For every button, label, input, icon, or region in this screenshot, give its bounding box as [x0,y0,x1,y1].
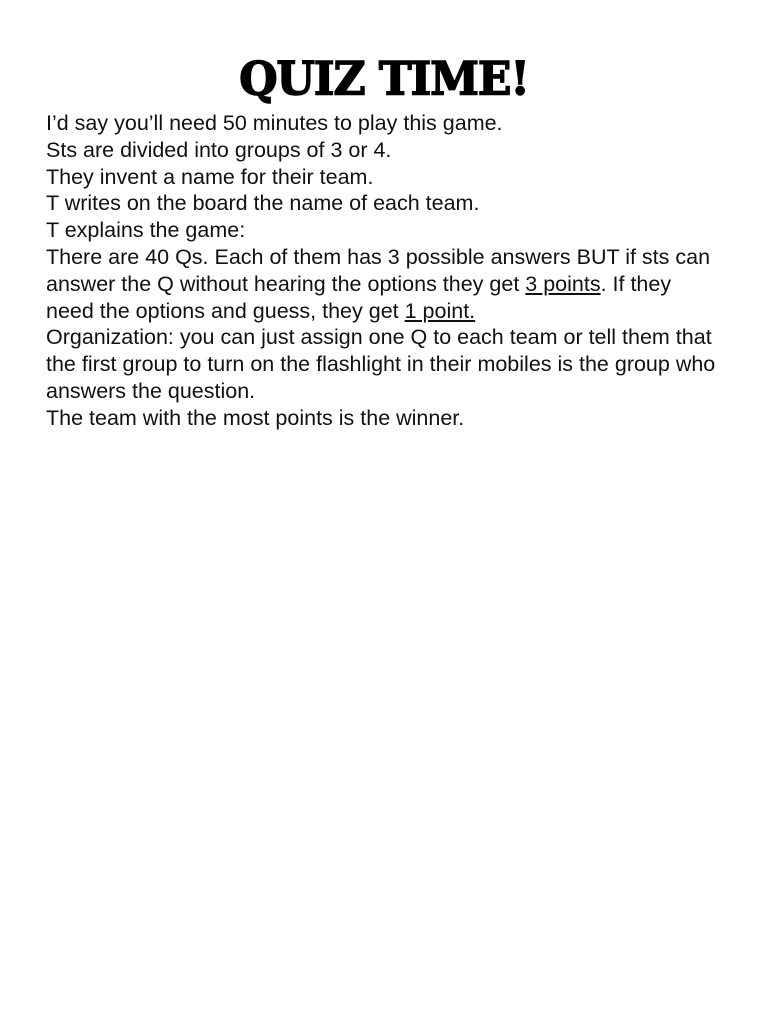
groups-line: Sts are divided into groups of 3 or 4. [46,137,392,162]
explain-line: T explains the game: [46,218,246,243]
instructions-body [46,110,716,432]
rules-paragraph [46,244,716,324]
winner-line: The team with the most points is the winner. [46,405,465,430]
team-name-line: They invent a name for their team. [46,164,374,189]
organization-paragraph: Organization: you can just assign one Q to each team or tell them that the first group to turn on the flashlight in their mobiles is the group who answers the question. [46,325,716,403]
rules-text-part2: . If they need the options and guess, they get [46,271,672,323]
one-point-text: 1 point. [404,298,476,323]
three-points-text: 3 points [525,271,601,296]
rules-text-part1: There are 40 Qs. Each of them has 3 possible answers BUT if sts can answer the Q without hearing the options they get [46,244,711,296]
board-line: T writes on the board the name of each team. [46,191,480,216]
page-title: QUIZ TIME! [239,52,529,107]
duration-line: I’d say you’ll need 50 minutes to play this game. [46,111,503,135]
